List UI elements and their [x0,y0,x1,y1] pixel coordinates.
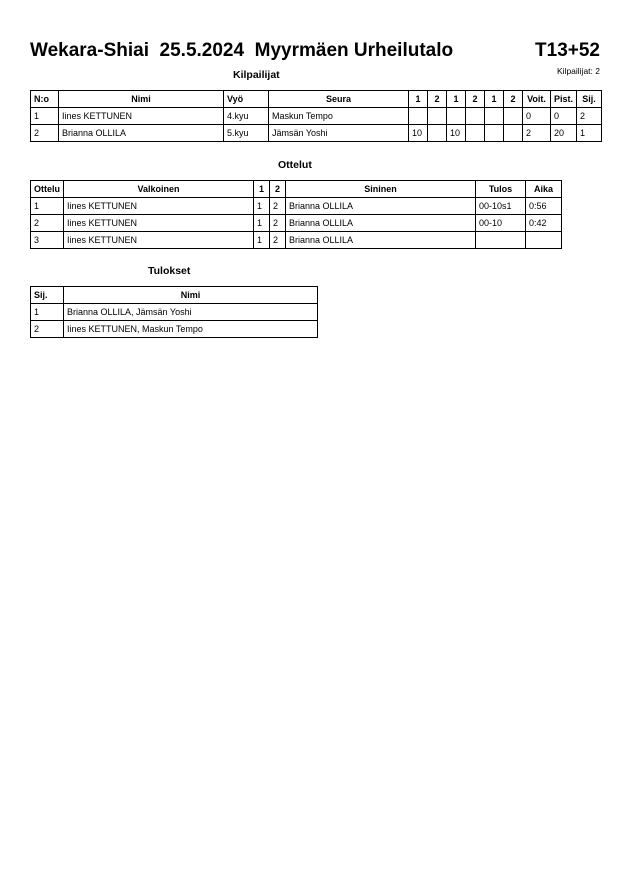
cell-white: Iines KETTUNEN [64,198,254,215]
cell-rank: 1 [577,125,602,142]
cell-blue-points: 2 [270,232,286,249]
column-header-round-2: 2 [428,91,447,108]
cell-round-1 [409,108,428,125]
column-header-round-4: 2 [466,91,485,108]
cell-result: 00-10s1 [476,198,526,215]
cell-round-6 [504,125,523,142]
cell-white: Iines KETTUNEN [64,215,254,232]
cell-white-points: 1 [254,198,270,215]
cell-belt: 5.kyu [224,125,269,142]
cell-result [476,232,526,249]
column-header-round-6: 2 [504,91,523,108]
cell-wins: 0 [523,108,551,125]
cell-blue-points: 2 [270,198,286,215]
column-header-points: Pist. [551,91,577,108]
cell-result-rank: 1 [31,304,64,321]
table-header-row [31,287,318,304]
matches-caption: Ottelut [278,159,312,171]
column-header-belt: Vyö [224,91,269,108]
cell-time: 0:56 [526,198,562,215]
cell-blue: Brianna OLLILA [286,232,476,249]
cell-white: Iines KETTUNEN [64,232,254,249]
competitors-caption: Kilpailijat [233,69,280,81]
column-header-white-points: 1 [254,181,270,198]
cell-round-2 [428,125,447,142]
table-header-row [31,181,562,198]
column-header-blue-points: 2 [270,181,286,198]
cell-no: 1 [31,108,59,125]
cell-result: 00-10 [476,215,526,232]
cell-no: 2 [31,125,59,142]
column-header-result-rank: Sij. [31,287,64,304]
cell-time: 0:42 [526,215,562,232]
page-title: Wekara-Shiai 25.5.2024 Myyrmäen Urheilutalo [30,40,454,61]
table-row [31,304,318,321]
column-header-club: Seura [269,91,409,108]
cell-round-4 [466,108,485,125]
cell-name: Brianna OLLILA [59,125,224,142]
cell-round-4 [466,125,485,142]
table-row [31,215,562,232]
cell-match: 3 [31,232,64,249]
cell-round-3 [447,108,466,125]
column-header-blue: Sininen [286,181,476,198]
category-title: T13+52 [535,40,600,61]
table-header-row [31,91,602,108]
cell-round-3: 10 [447,125,466,142]
cell-result-rank: 2 [31,321,64,338]
cell-result-name: Brianna OLLILA, Jämsän Yoshi [64,304,318,321]
competitor-count: Kilpailijat: 2 [557,66,600,76]
cell-round-5 [485,125,504,142]
cell-match: 1 [31,198,64,215]
column-header-round-3: 1 [447,91,466,108]
cell-time [526,232,562,249]
column-header-white: Valkoinen [64,181,254,198]
column-header-round-1: 1 [409,91,428,108]
table-row [31,198,562,215]
cell-name: Iines KETTUNEN [59,108,224,125]
cell-club: Maskun Tempo [269,108,409,125]
cell-round-1: 10 [409,125,428,142]
cell-round-2 [428,108,447,125]
cell-club: Jämsän Yoshi [269,125,409,142]
document-header [30,40,600,76]
cell-round-5 [485,108,504,125]
column-header-result-name: Nimi [64,287,318,304]
competitors-table [30,90,602,142]
column-header-name: Nimi [59,91,224,108]
cell-match: 2 [31,215,64,232]
table-row [31,232,562,249]
cell-blue: Brianna OLLILA [286,215,476,232]
cell-points: 0 [551,108,577,125]
table-row [31,108,602,125]
cell-rank: 2 [577,108,602,125]
column-header-rank: Sij. [577,91,602,108]
cell-white-points: 1 [254,215,270,232]
column-header-time: Aika [526,181,562,198]
matches-table [30,180,562,249]
cell-blue: Brianna OLLILA [286,198,476,215]
table-row [31,321,318,338]
column-header-result: Tulos [476,181,526,198]
column-header-no: N:o [31,91,59,108]
cell-white-points: 1 [254,232,270,249]
cell-points: 20 [551,125,577,142]
column-header-match: Ottelu [31,181,64,198]
table-row [31,125,602,142]
cell-result-name: Iines KETTUNEN, Maskun Tempo [64,321,318,338]
results-table [30,286,318,338]
cell-blue-points: 2 [270,215,286,232]
results-caption: Tulokset [148,265,191,277]
cell-belt: 4.kyu [224,108,269,125]
cell-round-6 [504,108,523,125]
column-header-wins: Voit. [523,91,551,108]
column-header-round-5: 1 [485,91,504,108]
cell-wins: 2 [523,125,551,142]
